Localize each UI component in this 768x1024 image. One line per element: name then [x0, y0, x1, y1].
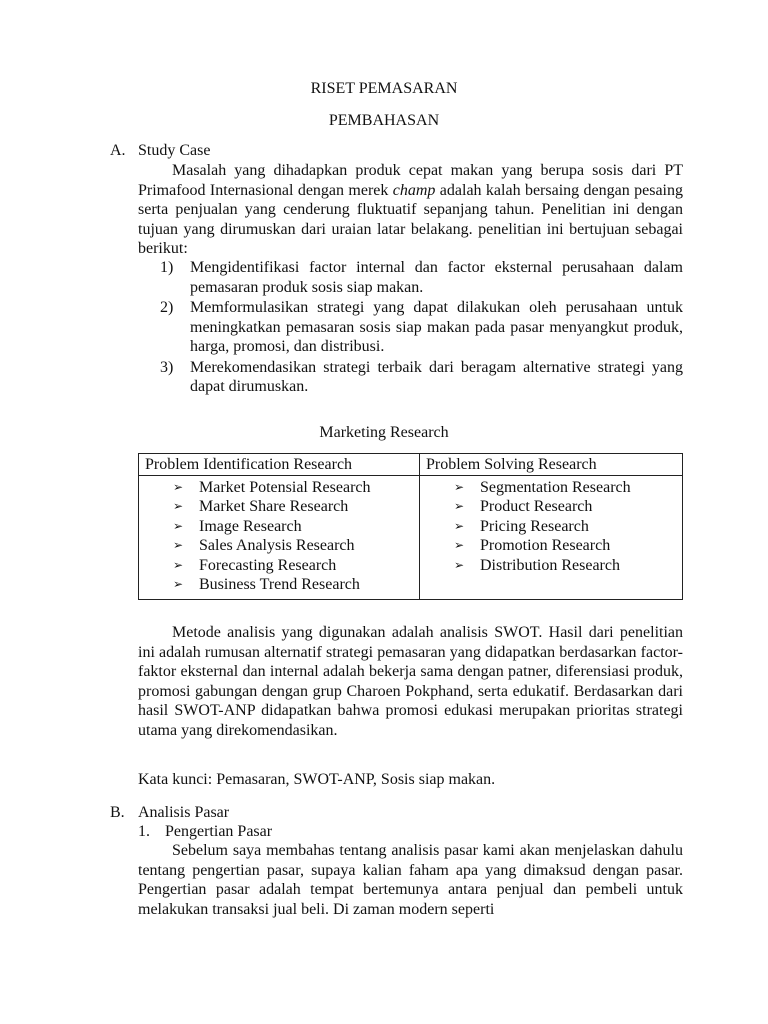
list-item: [139, 536, 419, 556]
document-title: RISET PEMASARAN: [310, 80, 458, 97]
list-item: [420, 536, 682, 556]
method-paragraph: [138, 623, 683, 740]
arrow-bullet-icon: ➢: [454, 557, 465, 572]
section-a-title: Study Case: [138, 142, 211, 159]
list-item: [139, 517, 419, 537]
list-item-text: Merekomendasikan strategi terbaik dari beragam alternative strategi yang dapat dirumuskan.: [190, 358, 683, 395]
list-item: [160, 358, 683, 397]
section-b-title: Analisis Pasar: [138, 804, 230, 821]
list-item-text: Product Research: [480, 498, 593, 515]
section-a-heading: [110, 141, 210, 161]
method-text: Metode analisis yang digunakan adalah analisis SWOT. Hasil dari penelitian ini adalah rumusan alternatif strategi pemasaran yang didapatkan berdasarkan factor-faktor eksternal dan internal adalah bekerja sama dengan patner, diferensiasi produk, promosi gabungan dengan grup Charoen Pokphand, serta edukatif. Berdasarkan dari hasil SWOT-ANP didapatkan bahwa promosi edukasi merupakan prioritas strategi utama yang direkomendasikan.: [138, 624, 683, 739]
list-item-text: Image Research: [199, 517, 302, 535]
list-item-text: Market Share Research: [199, 498, 349, 515]
list-item-text: Mengidentifikasi factor internal dan factor eksternal perusahaan dalam pemasaran produk sosis siap makan.: [190, 259, 683, 296]
market-definition-paragraph: [138, 841, 683, 919]
objectives-list: [160, 258, 683, 398]
market-definition-text: Sebelum saya membahas tentang analisis pasar kami akan menjelaskan dahulu tentang pengertian pasar, supaya kalian faham apa yang dimaksud dengan pasar. Pengertian pasar adalah tempat bertemunya antara penjual dan pembeli untuk melakukan transaksi jual beli. Di zaman modern seperti: [138, 842, 683, 918]
list-item-text: Distribution Research: [480, 556, 620, 574]
arrow-bullet-icon: ➢: [173, 577, 184, 591]
intro-text-end: adalah kalah bersaing dengan pesaing serta penjualan yang cenderung fluktuatif sepanjang tahun. Penelitian ini dengan tujuan yang dirumuskan dari uraian latar belakang. penelitian ini bertujuan sebagai berikut:: [138, 181, 683, 257]
list-number: 3): [160, 358, 174, 376]
list-item-text: Segmentation Research: [480, 478, 631, 496]
list-item: [160, 298, 683, 357]
list-item-text: Sales Analysis Research: [199, 537, 355, 554]
solving-list: [420, 478, 682, 576]
arrow-bullet-icon: ➢: [173, 538, 184, 552]
list-item: [139, 556, 419, 576]
arrow-bullet-icon: ➢: [173, 499, 184, 513]
section-b-letter: B.: [110, 804, 125, 821]
marketing-research-table: [138, 453, 683, 600]
list-item: [160, 258, 683, 297]
column-header-identification: Problem Identification Research: [139, 454, 420, 476]
arrow-bullet-icon: ➢: [173, 557, 184, 572]
list-item: [139, 575, 419, 595]
list-item-text: Business Trend Research: [199, 576, 360, 593]
arrow-bullet-icon: ➢: [173, 479, 184, 494]
list-number: 2): [160, 299, 174, 316]
study-case-paragraph: [138, 161, 683, 259]
list-item-text: Pricing Research: [480, 517, 589, 535]
arrow-bullet-icon: ➢: [454, 538, 465, 552]
subsection-number: 1.: [138, 823, 150, 840]
table-caption: Marketing Research: [319, 424, 449, 441]
list-item-text: Memformulasikan strategi yang dapat dilakukan oleh perusahaan untuk meningkatkan pemasaran sosis siap makan pada pasar menyangkut produk, harga, promosi, dan distribusi.: [190, 299, 683, 355]
column-header-solving: Problem Solving Research: [420, 454, 683, 476]
keywords-line: Kata kunci: Pemasaran, SWOT-ANP, Sosis siap makan.: [138, 771, 496, 788]
document-subtitle: PEMBAHASAN: [328, 112, 440, 129]
list-item: [420, 478, 682, 498]
subsection-title: Pengertian Pasar: [165, 823, 273, 840]
arrow-bullet-icon: ➢: [454, 518, 465, 533]
section-a-letter: A.: [110, 142, 126, 159]
list-item: [139, 497, 419, 517]
list-item: [139, 478, 419, 498]
list-item: [420, 556, 682, 576]
list-item: [420, 517, 682, 537]
list-item: [420, 497, 682, 517]
list-item-text: Promotion Research: [480, 537, 611, 554]
arrow-bullet-icon: ➢: [454, 499, 465, 513]
arrow-bullet-icon: ➢: [173, 518, 184, 533]
subsection-heading: [138, 822, 272, 842]
intro-text-start: Masalah yang dihadapkan produk cepat makan yang berupa sosis dari PT Primafood Internasional dengan merek: [138, 162, 683, 199]
identification-list: [139, 478, 419, 595]
solving-cell: [420, 475, 683, 599]
section-b-heading: [110, 803, 229, 823]
list-number: 1): [160, 259, 174, 276]
brand-name: champ: [392, 181, 436, 199]
arrow-bullet-icon: ➢: [454, 479, 465, 494]
identification-cell: [139, 475, 420, 599]
list-item-text: Forecasting Research: [199, 556, 337, 574]
list-item-text: Market Potensial Research: [199, 478, 371, 496]
